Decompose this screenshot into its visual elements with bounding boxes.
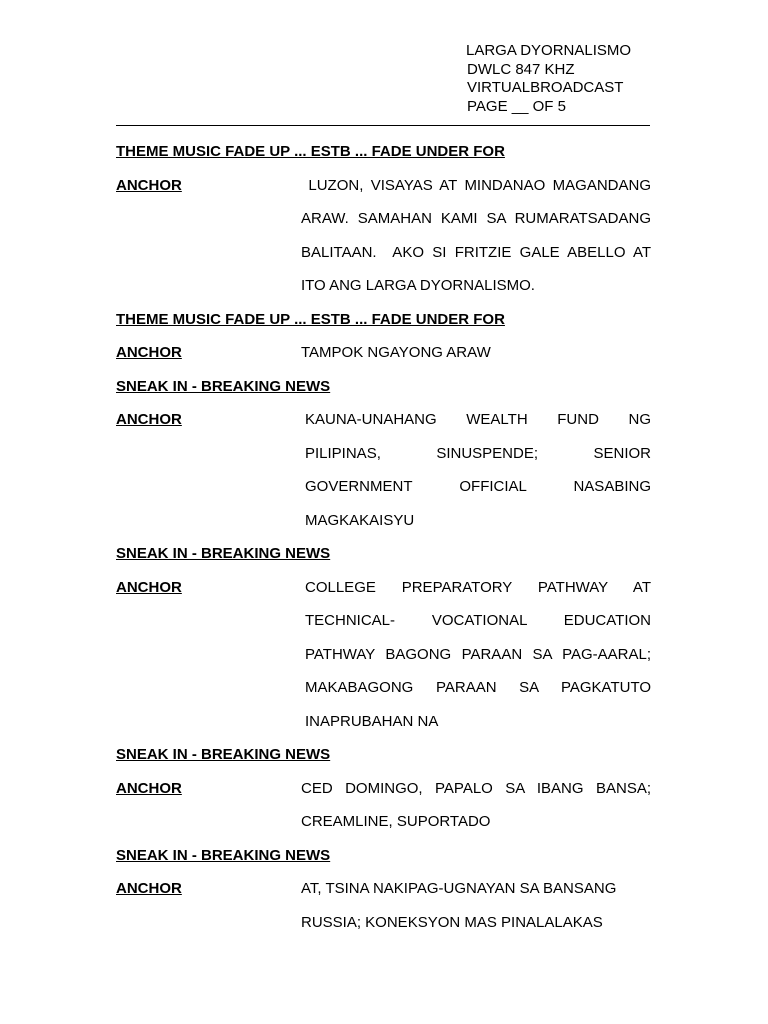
script-line: ITO ANG LARGA DYORNALISMO. (301, 277, 535, 294)
speaker-anchor: ANCHOR (116, 880, 182, 897)
script-line: INAPRUBAHAN NA (305, 712, 439, 730)
cue-sneak-in: SNEAK IN - BREAKING NEWS (116, 846, 331, 864)
cue-theme-music: THEME MUSIC FADE UP ... ESTB ... FADE UNDER FOR (116, 310, 505, 328)
script-line: BALITAAN. AKO SI FRITZIE GALE ABELLO AT (301, 243, 651, 261)
anchor-lines (301, 169, 651, 303)
anchor-lines (301, 772, 651, 839)
script-line: TECHNICAL- VOCATIONAL EDUCATION (305, 612, 651, 629)
program-name: LARGA DYORNALISMO (466, 42, 632, 59)
script-header (467, 42, 631, 116)
anchor-segment (116, 571, 651, 739)
anchor-segment (116, 169, 651, 303)
anchor-segment (116, 872, 651, 939)
anchor-lines (301, 872, 651, 939)
cue-sneak-in: SNEAK IN - BREAKING NEWS (116, 377, 331, 395)
script-line: LUZON, VISAYAS AT MINDANAO MAGANDANG (301, 176, 651, 194)
anchor-lines (301, 571, 651, 739)
script-line: ARAW. SAMAHAN KAMI SA RUMARATSADANG (301, 210, 651, 227)
speaker-anchor: ANCHOR (116, 344, 182, 361)
cue-sneak-in: SNEAK IN - BREAKING NEWS (116, 545, 331, 562)
script-line: MAKABAGONG PARAAN SA PAGKATUTO (305, 679, 651, 696)
script-line: MAGKAKAISYU (305, 511, 415, 529)
page-number: PAGE __ OF 5 (467, 97, 566, 115)
script-line: CED DOMINGO, PAPALO SA IBANG BANSA; (301, 779, 651, 797)
script-line: CREAMLINE, SUPORTADO (301, 813, 491, 830)
script-line: RUSSIA; KONEKSYON MAS PINALALAKAS (301, 913, 603, 931)
script-body (116, 135, 651, 939)
anchor-segment (116, 336, 651, 370)
header-divider (116, 125, 650, 126)
anchor-segment (116, 403, 651, 537)
script-line: PILIPINAS, SINUSPENDE; SENIOR (305, 444, 651, 462)
cue-theme-music: THEME MUSIC FADE UP ... ESTB ... FADE UNDER FOR (116, 143, 505, 160)
broadcast-format: VIRTUALBROADCAST (467, 79, 624, 96)
cue-sneak-in: SNEAK IN - BREAKING NEWS (116, 746, 331, 763)
speaker-anchor: ANCHOR (116, 176, 182, 194)
speaker-anchor: ANCHOR (116, 779, 182, 797)
script-line: TAMPOK NGAYONG ARAW (301, 344, 491, 361)
script-line: PATHWAY BAGONG PARAAN SA PAG-AARAL; (305, 645, 651, 663)
script-line: COLLEGE PREPARATORY PATHWAY AT (305, 578, 651, 596)
script-line: AT, TSINA NAKIPAG-UGNAYAN SA BANSANG (301, 880, 617, 897)
anchor-lines (301, 403, 651, 537)
anchor-lines (301, 336, 651, 370)
script-line: KAUNA-UNAHANG WEALTH FUND NG (305, 411, 651, 428)
anchor-segment (116, 772, 651, 839)
station-name: DWLC 847 KHZ (467, 60, 575, 78)
speaker-anchor: ANCHOR (116, 411, 182, 428)
script-line: GOVERNMENT OFFICIAL NASABING (305, 478, 651, 495)
speaker-anchor: ANCHOR (116, 578, 182, 596)
